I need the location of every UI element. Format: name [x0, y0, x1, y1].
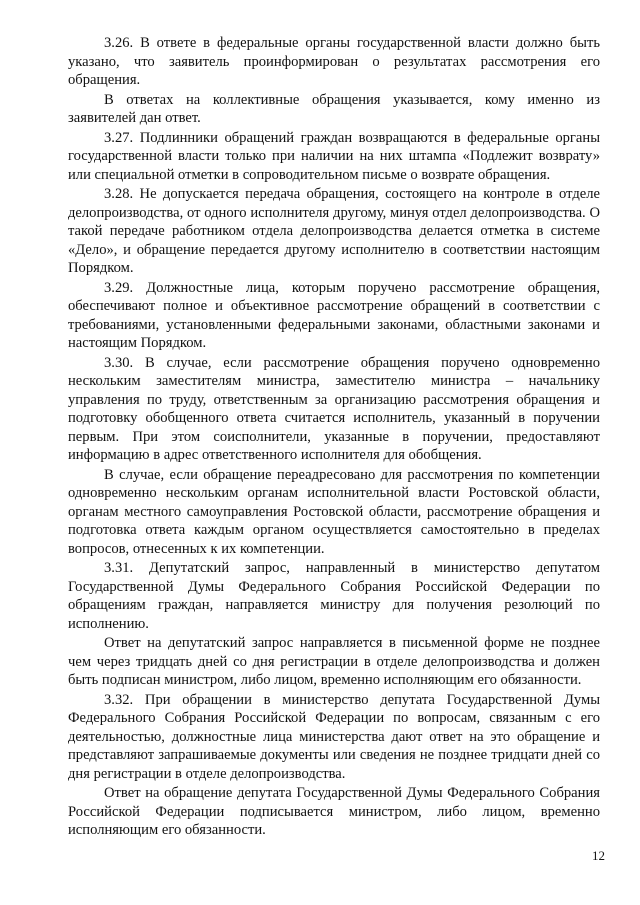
paragraph-3-27: 3.27. Подлинники обращений граждан возвращаются в федеральные органы государственной власти только при наличии на них штампа «Подлежит возврату» или специальной отметки в сопроводительном письме о возврате обращения. — [68, 129, 600, 183]
page-number: 12 — [592, 848, 605, 863]
paragraph-3-29: 3.29. Должностные лица, которым поручено рассмотрение обращения, обеспечивают полное и объективное рассмотрение обращений в соответствии с требованиями, установленными федеральными законами, областными законами и настоящим Порядком. — [68, 279, 600, 351]
paragraph-deputy-appeal-reply: Ответ на обращение депутата Государственной Думы Федерального Собрания Российской Федерации подписывается министром, либо лицом, временно исполняющим его обязанности. — [68, 785, 600, 838]
paragraph-collective-appeals: В ответах на коллективные обращения указывается, кому именно из заявителей дан ответ. — [68, 91, 600, 126]
paragraph-3-26: 3.26. В ответе в федеральные органы государственной власти должно быть указано, что заявитель проинформирован о результатах рассмотрения его обращения. — [68, 35, 600, 88]
paragraph-3-28: 3.28. Не допускается передача обращения, состоящего на контроле в отделе делопроизводства, от одного исполнителя другому, минуя отдел делопроизводства. О такой передаче работником отдела делопроизводства делается отметка в системе «Дело», и обращение передается другому исполнителю в соответствии настоящим Порядком. — [68, 186, 600, 276]
paragraph-3-30: 3.30. В случае, если рассмотрение обращения поручено одновременно нескольким заместителям министра, заместителю министра – начальнику управления по труду, ответственным за организацию рассмотрения обращения и подготовку обобщенного ответа считается исполнитель, указанный в поручении первым. При этом соисполнители, указанные в поручении, предоставляют информацию в адрес ответственного исполнителя для обобщения. — [68, 354, 600, 463]
paragraph-3-31: 3.31. Депутатский запрос, направленный в министерство депутатом Государственной Думы Федерального Собрания Российской Федерации по обращениям граждан, направляется министру для получения резолюций по исполнению. — [68, 560, 600, 632]
paragraph-deputy-request-reply: Ответ на депутатский запрос направляется в письменной форме не позднее чем через тридцать дней со дня регистрации в отделе делопроизводства и должен быть подписан министром, либо лицом, временно исполняющим его обязанности. — [68, 635, 600, 688]
document-body — [68, 34, 600, 841]
paragraph-3-32: 3.32. При обращении в министерство депутата Государственной Думы Федерального Собрания Российской Федерации по вопросам, связанным с его деятельностью, должностные лица министерства дают ответ на это обращение и представляют запрашиваемые документы или сведения не позднее тридцати дней со дня регистрации в отделе делопроизводства. — [68, 691, 600, 782]
paragraph-redirected-appeals: В случае, если обращение переадресовано для рассмотрения по компетенции одновременно нескольким органам исполнительной власти Ростовской области, органам местного самоуправления Ростовской области, рассмотрение обращения и подготовка ответа каждым органом осуществляется самостоятельно в пределах вопросов, отнесенных к их компетенции. — [68, 466, 600, 557]
